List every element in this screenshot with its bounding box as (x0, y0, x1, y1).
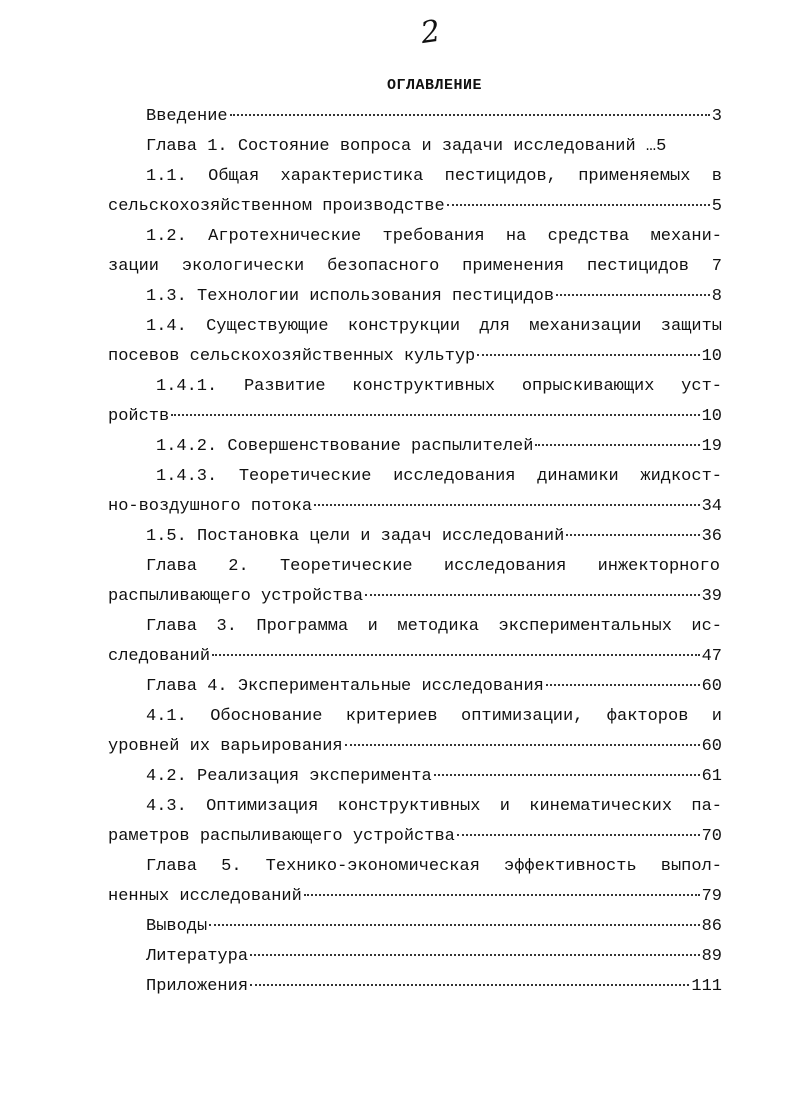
toc-entry-page: 47 (701, 647, 722, 666)
dot-leader (345, 743, 700, 746)
handwritten-page-number: 2 (418, 13, 442, 52)
toc-entry-text: сельскохозяйственном производстве (108, 197, 445, 216)
dot-leader (546, 683, 700, 686)
toc-entry-text: Глава 4. Экспериментальные исследования (146, 677, 544, 696)
toc-entry-text: но-воздушного потока (108, 497, 313, 516)
toc-entry-text: 1.4.2. Совершенствование распылителей (156, 437, 534, 456)
toc-entry-chapter-2-line-2 (108, 582, 722, 612)
dot-leader (171, 413, 699, 416)
toc-entry-1-4-1-line-1: 1.4.1. Развитие конструктивных опрыскивающих уст- (156, 377, 722, 396)
toc-entry-literature (108, 942, 722, 972)
toc-entry-1-2-line-2: зации экологически безопасного применения пестицидов 7 (108, 257, 722, 276)
dot-leader (457, 833, 700, 836)
dot-leader (250, 953, 700, 956)
toc-entry-1-4-2 (108, 432, 722, 462)
dot-leader (304, 893, 700, 896)
toc-entry-introduction (108, 102, 722, 132)
toc-entry-page: 111 (691, 977, 722, 996)
dot-leader (447, 203, 710, 206)
toc-entry-1-4-line-1: 1.4. Существующие конструкции для механизации защиты (146, 317, 722, 336)
toc-entry-text: раметров распыливающего устройства (108, 827, 455, 846)
toc-entry-text: Приложения (146, 977, 249, 996)
dot-leader (434, 773, 700, 776)
toc-entry-chapter-5-line-2 (108, 882, 722, 912)
toc-entry-chapter-4 (108, 672, 722, 702)
toc-entry-1-4-3-line-1: 1.4.3. Теоретические исследования динамики жидкост- (156, 467, 722, 486)
dot-leader (209, 923, 699, 926)
toc-entry-text: посевов сельскохозяйственных культур (108, 347, 476, 366)
dot-leader (477, 353, 699, 356)
toc-entry-chapter-1 (108, 132, 722, 162)
toc-entry-page: 60 (701, 677, 722, 696)
toc-entry-conclusions (108, 912, 722, 942)
toc-entry-1-4-3-line-2 (108, 492, 722, 522)
dot-leader (314, 503, 700, 506)
dot-leader (535, 443, 699, 446)
toc-entry-chapter-3-line-1: Глава 3. Программа и методика экспериментальных ис- (146, 617, 722, 636)
toc-entry-text: Выводы (146, 917, 208, 936)
toc-entry-page: 70 (701, 827, 722, 846)
toc-entry-1-1-line-2 (108, 192, 722, 222)
toc-entry-chapter-3-line-2 (108, 642, 722, 672)
toc-title: ОГЛАВЛЕНИЕ (386, 77, 482, 94)
toc-entry-1-1-line-1: 1.1. Общая характеристика пестицидов, применяемых в (146, 167, 722, 186)
dot-leader (212, 653, 700, 656)
toc-entry-4-3-line-1: 4.3. Оптимизация конструктивных и кинематических па- (146, 797, 722, 816)
toc-entry-1-4-1-line-2 (108, 402, 722, 432)
toc-entry-page: 3 (711, 107, 722, 126)
toc-entry-1-2-line-1: 1.2. Агротехнические требования на средства механи- (146, 227, 722, 246)
toc-entry-page: 19 (701, 437, 722, 456)
toc-entry-1-4-line-2 (108, 342, 722, 372)
toc-entry-text: Глава 1. Состояние вопроса и задачи исследований … (146, 137, 657, 156)
toc-entry-page: 5 (656, 137, 667, 156)
toc-entry-4-1-line-2 (108, 732, 722, 762)
table-of-contents (108, 102, 722, 1002)
toc-entry-text: распыливающего устройства (108, 587, 364, 606)
toc-entry-chapter-5-line-1: Глава 5. Технико-экономическая эффективность выпол- (146, 857, 722, 876)
dot-leader (250, 983, 689, 986)
toc-entry-4-2 (108, 762, 722, 792)
toc-entry-4-3-line-2 (108, 822, 722, 852)
toc-entry-text: уровней их варьирования (108, 737, 343, 756)
toc-entry-text: 1.5. Постановка цели и задач исследований (146, 527, 565, 546)
dot-leader (230, 113, 710, 116)
toc-entry-page: 89 (701, 947, 722, 966)
toc-entry-page: 34 (701, 497, 722, 516)
toc-entry-page: 86 (701, 917, 722, 936)
toc-entry-text: Литература (146, 947, 249, 966)
toc-entry-text: ройств (108, 407, 170, 426)
dot-leader (556, 293, 710, 296)
toc-entry-text: Введение (146, 107, 228, 126)
toc-entry-text: следований (108, 647, 211, 666)
toc-entry-page: 8 (711, 287, 722, 306)
toc-entry-page: 61 (701, 767, 722, 786)
dot-leader (566, 533, 699, 536)
toc-entry-text: 1.3. Технологии использования пестицидов (146, 287, 555, 306)
toc-entry-page: 10 (701, 347, 722, 366)
toc-entry-text: 4.2. Реализация эксперимента (146, 767, 432, 786)
toc-entry-page: 36 (701, 527, 722, 546)
toc-entry-page: 39 (701, 587, 722, 606)
toc-entry-page: 10 (701, 407, 722, 426)
toc-entry-chapter-2-line-1: Глава 2. Теоретические исследования инжекторного (146, 557, 720, 576)
toc-entry-4-1-line-1: 4.1. Обоснование критериев оптимизации, факторов и (146, 707, 722, 726)
dot-leader (365, 593, 700, 596)
toc-entry-page: 79 (701, 887, 722, 906)
toc-entry-1-5 (108, 522, 722, 552)
toc-entry-1-3 (108, 282, 722, 312)
toc-entry-page: 5 (711, 197, 722, 216)
toc-entry-page: 60 (701, 737, 722, 756)
toc-entry-text: ненных исследований (108, 887, 302, 906)
toc-entry-appendices (108, 972, 722, 1002)
